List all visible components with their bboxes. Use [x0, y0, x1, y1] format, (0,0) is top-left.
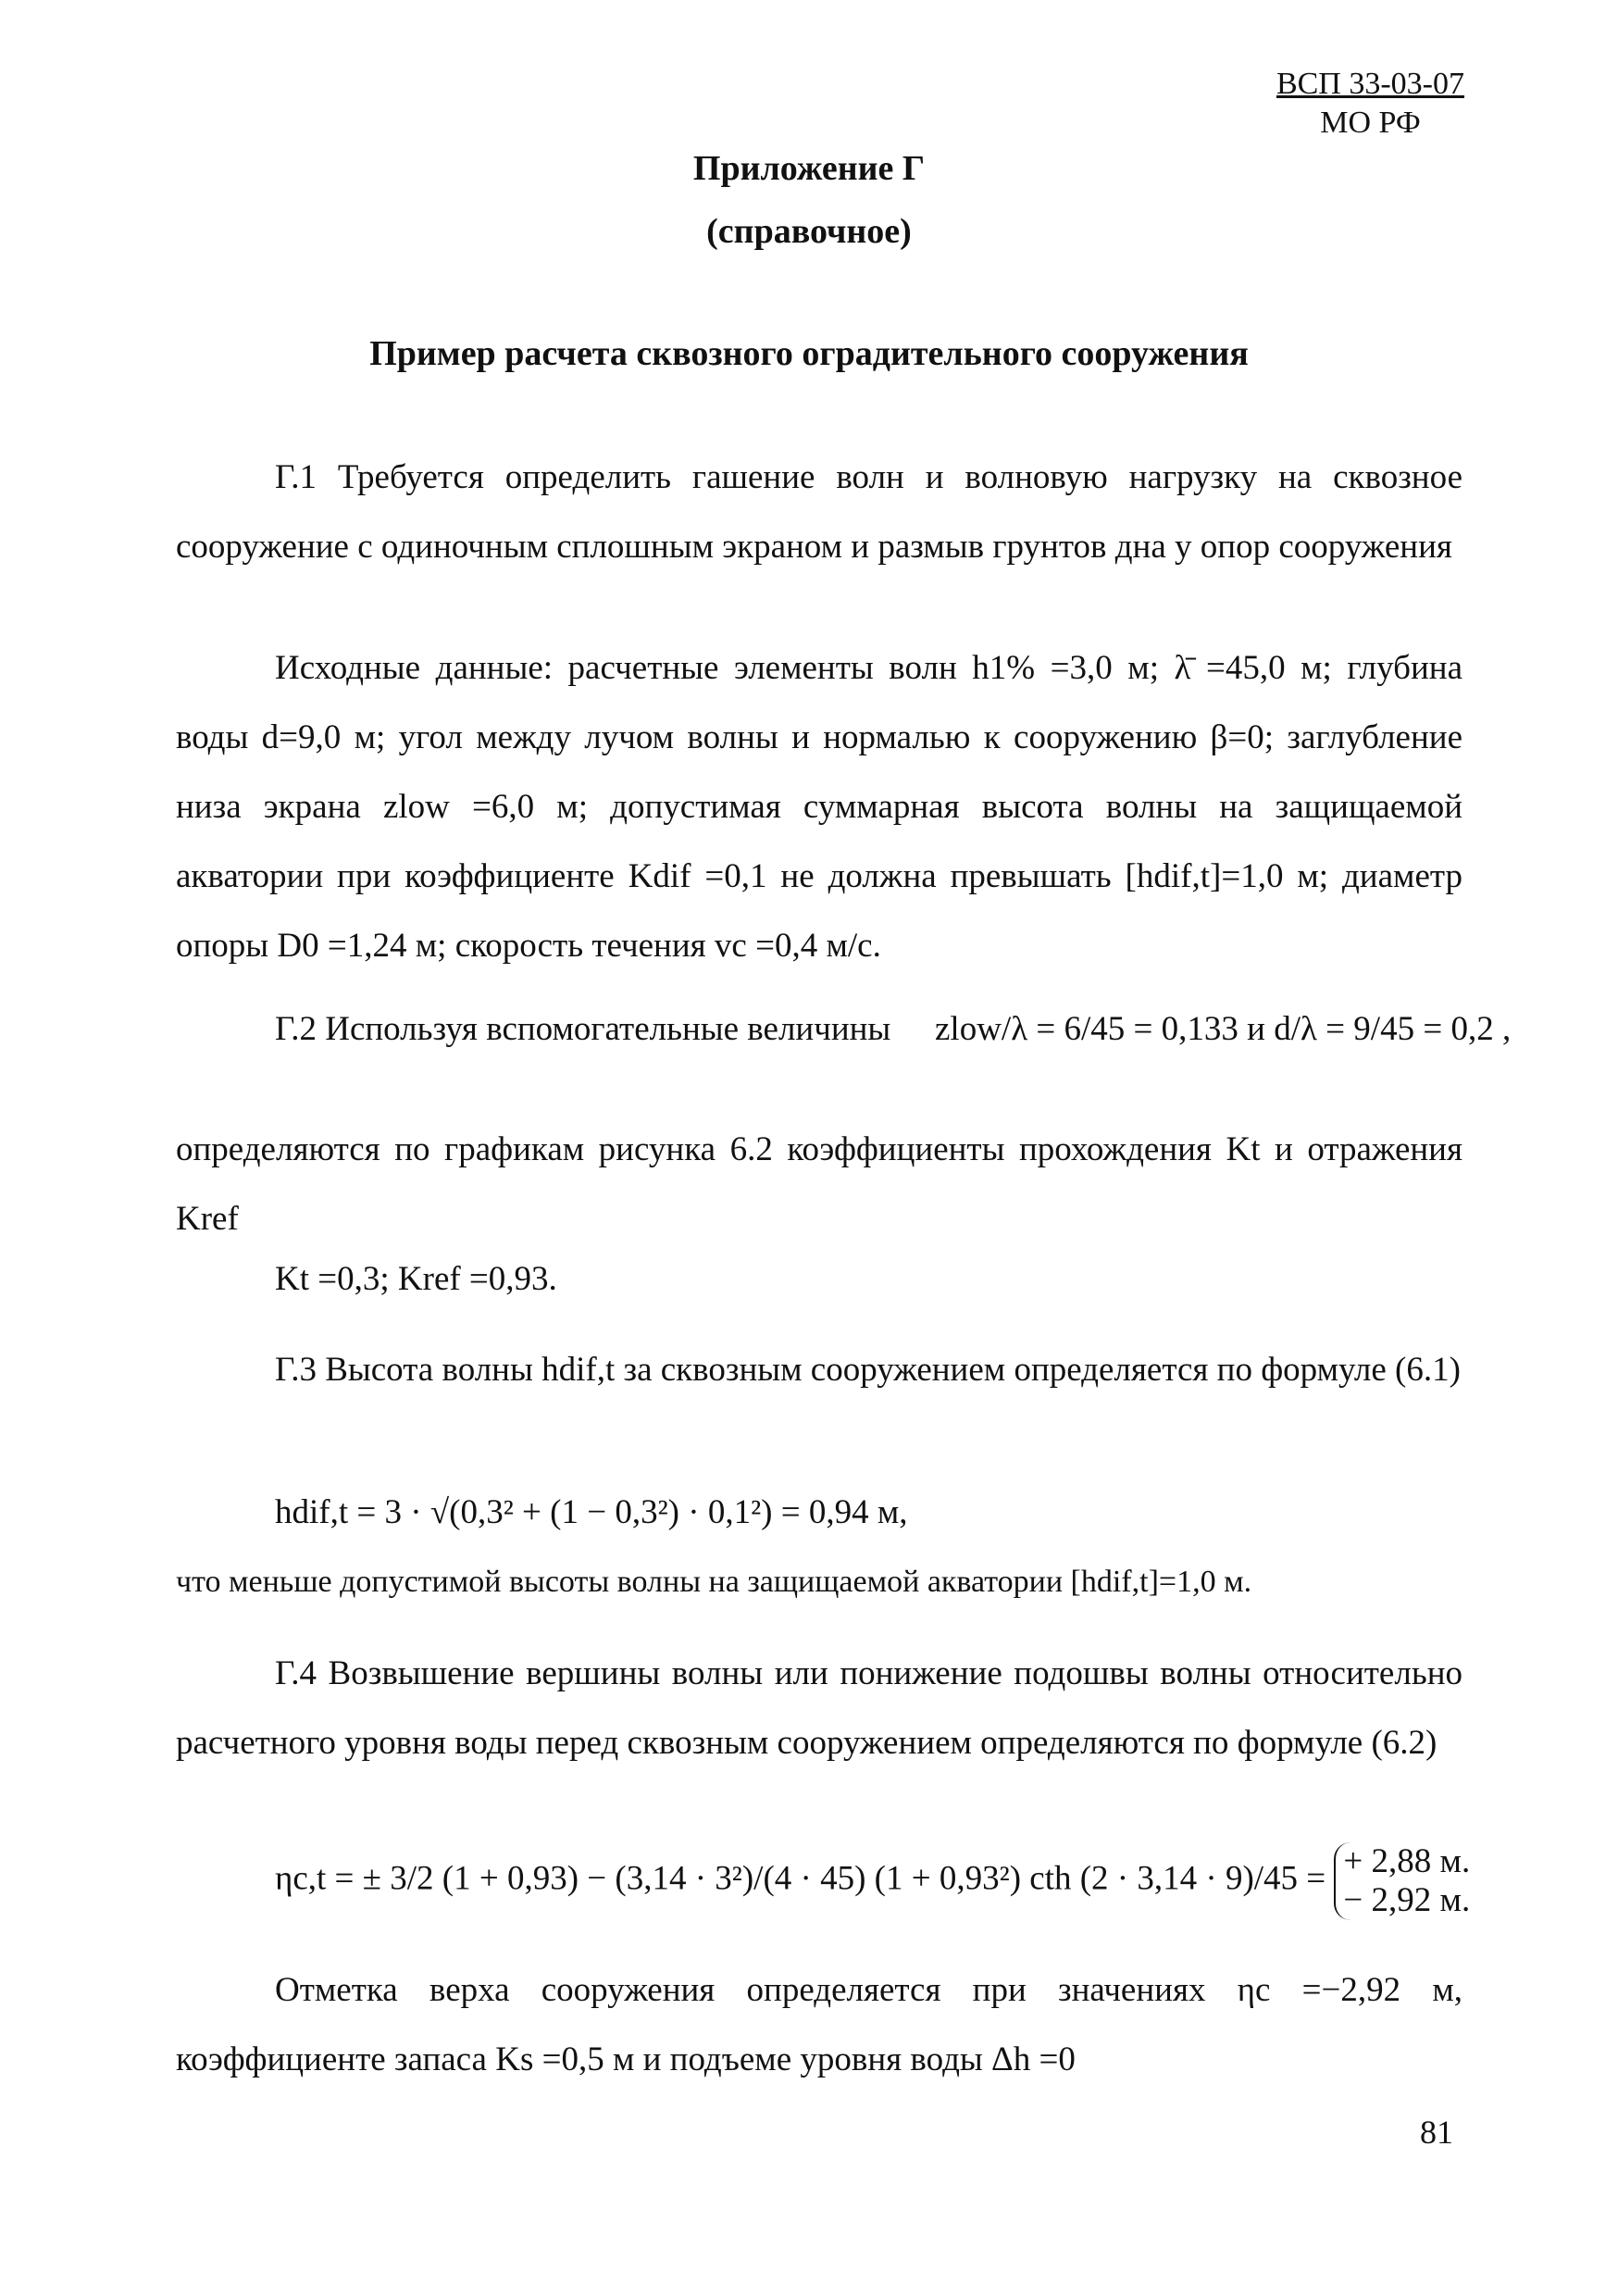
paragraph-final: Отметка верха сооружения определяется при значениях ηc =−2,92 м, коэффициенте запаса Ks =0,5 м и подъеме уровня воды Δh =0: [176, 1971, 1462, 2078]
g3-formula: hdif,t = 3 · √(0,3² + (1 − 0,3²) · 0,1²) = 0,94 м,: [275, 1493, 908, 1531]
standard-code: ВСП 33-03-07: [1276, 67, 1464, 101]
paragraph-g1: Г.1 Требуется определить гашение волн и волновую нагрузку на сквозное сооружение с одиночным сплошным экраном и размыв грунтов дна у опор сооружения: [176, 458, 1462, 566]
paragraph-initial-data: Исходные данные: расчетные элементы волн h1% =3,0 м; λ̄ =45,0 м; глубина воды d=9,0 м; угол между лучом волны и нормалью к сооружению β=0; заглубление низа экрана zlow =6,0 м; допустимая суммарная высота волны на защищаемой акватории при коэффициенте Kdif =0,1 не должна превышать [hdif,t]=1,0 м; диаметр опоры D0 =1,24 м; скорость течения vc =0,4 м/с.: [176, 649, 1462, 965]
paragraph-g2: определяются по графикам рисунка 6.2 коэффициенты прохождения Kt и отражения Kref: [176, 1130, 1462, 1238]
g2-ratios: zlow/λ = 6/45 = 0,133 и d/λ = 9/45 = 0,2 ,: [935, 1010, 1512, 1048]
g4-result-crest: + 2,88 м.: [1343, 1842, 1471, 1880]
appendix-type: (справочное): [706, 212, 912, 251]
g4-formula-results: [1334, 1842, 1470, 1920]
paragraph-g4: Г.4 Возвышение вершины волны или понижение подошвы волны относительно расчетного уровня воды перед сквозным сооружением определяются по формуле (6.2): [176, 1654, 1462, 1762]
g4-result-trough: − 2,92 м.: [1343, 1881, 1471, 1919]
section-title: Пример расчета сквозного оградительного сооружения: [369, 334, 1249, 373]
appendix-title: Приложение Г: [692, 149, 926, 188]
g4-formula-expression: ηc,t = ± 3/2 (1 + 0,93) − (3,14 · 3²)/(4 · 45) (1 + 0,93²) cth (2 · 3,14 · 9)/45 =: [275, 1859, 1326, 1898]
g4-formula: [275, 1842, 1470, 1920]
g2-lead: Г.2 Используя вспомогательные величины: [275, 1010, 891, 1048]
paragraph-g3: Г.3 Высота волны hdif,t за сквозным сооружением определяется по формуле (6.1): [275, 1351, 1461, 1389]
document-header: [1276, 65, 1464, 143]
g2-coefficients: Kt =0,3; Kref =0,93.: [275, 1260, 557, 1298]
page-number: 81: [1420, 2114, 1453, 2151]
g3-conclusion: что меньше допустимой высоты волны на защищаемой акватории [hdif,t]=1,0 м.: [176, 1565, 1252, 1599]
organization: МО РФ: [1320, 106, 1421, 140]
